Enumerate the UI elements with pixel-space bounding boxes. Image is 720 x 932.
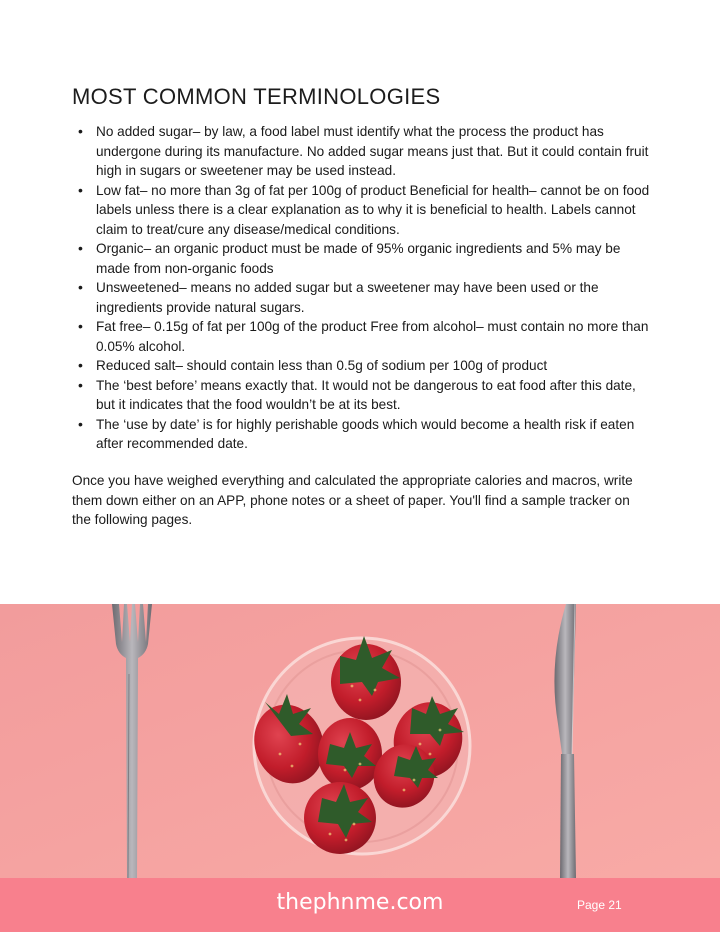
footer-bar (0, 878, 720, 932)
list-item: • The ‘use by date’ is for highly perishable goods which would become a health risk if eaten after recommended date. (72, 415, 652, 454)
strawberry-icon (304, 782, 376, 854)
list-item: • Unsweetened– means no added sugar but a sweetener may have been used or the ingredients provide natural sugars. (72, 278, 652, 317)
list-item: • No added sugar– by law, a food label must identify what the process the product has undergone during its manufacture. No added sugar means just that. But it could contain fruit high in sugars or sweetener may be used instead. (72, 122, 652, 181)
page-title: MOST COMMON TERMINOLOGIES (72, 84, 441, 109)
list-item: • Low fat– no more than 3g of fat per 100g of product Beneficial for health– cannot be on food labels unless there is a clear explanation as to why it is beneficial to health. Labels cannot claim to treat/cure any disease/medical conditions. (72, 181, 652, 240)
list-item: • Reduced salt– should contain less than 0.5g of sodium per 100g of product (72, 356, 652, 376)
list-item: • The ‘best before’ means exactly that. It would not be dangerous to eat food after this date, but it indicates that the food wouldn’t be at its best. (72, 376, 652, 415)
page-number: Page 21 (577, 898, 622, 912)
list-item: • Fat free– 0.15g of fat per 100g of the product Free from alcohol– must contain no more than 0.05% alcohol. (72, 317, 652, 356)
terminology-list (72, 122, 652, 454)
footer-site-name: thephnme.com (276, 890, 444, 915)
strawberry-icon (318, 718, 382, 790)
strawberries-photo (0, 604, 720, 878)
body-paragraph: Once you have weighed everything and calculated the appropriate calories and macros, write them down either on an APP, phone notes or a sheet of paper. You'll find a sample tracker on the following pages. (72, 473, 633, 527)
list-item: • Organic– an organic product must be made of 95% organic ingredients and 5% may be made from non-organic foods (72, 239, 652, 278)
